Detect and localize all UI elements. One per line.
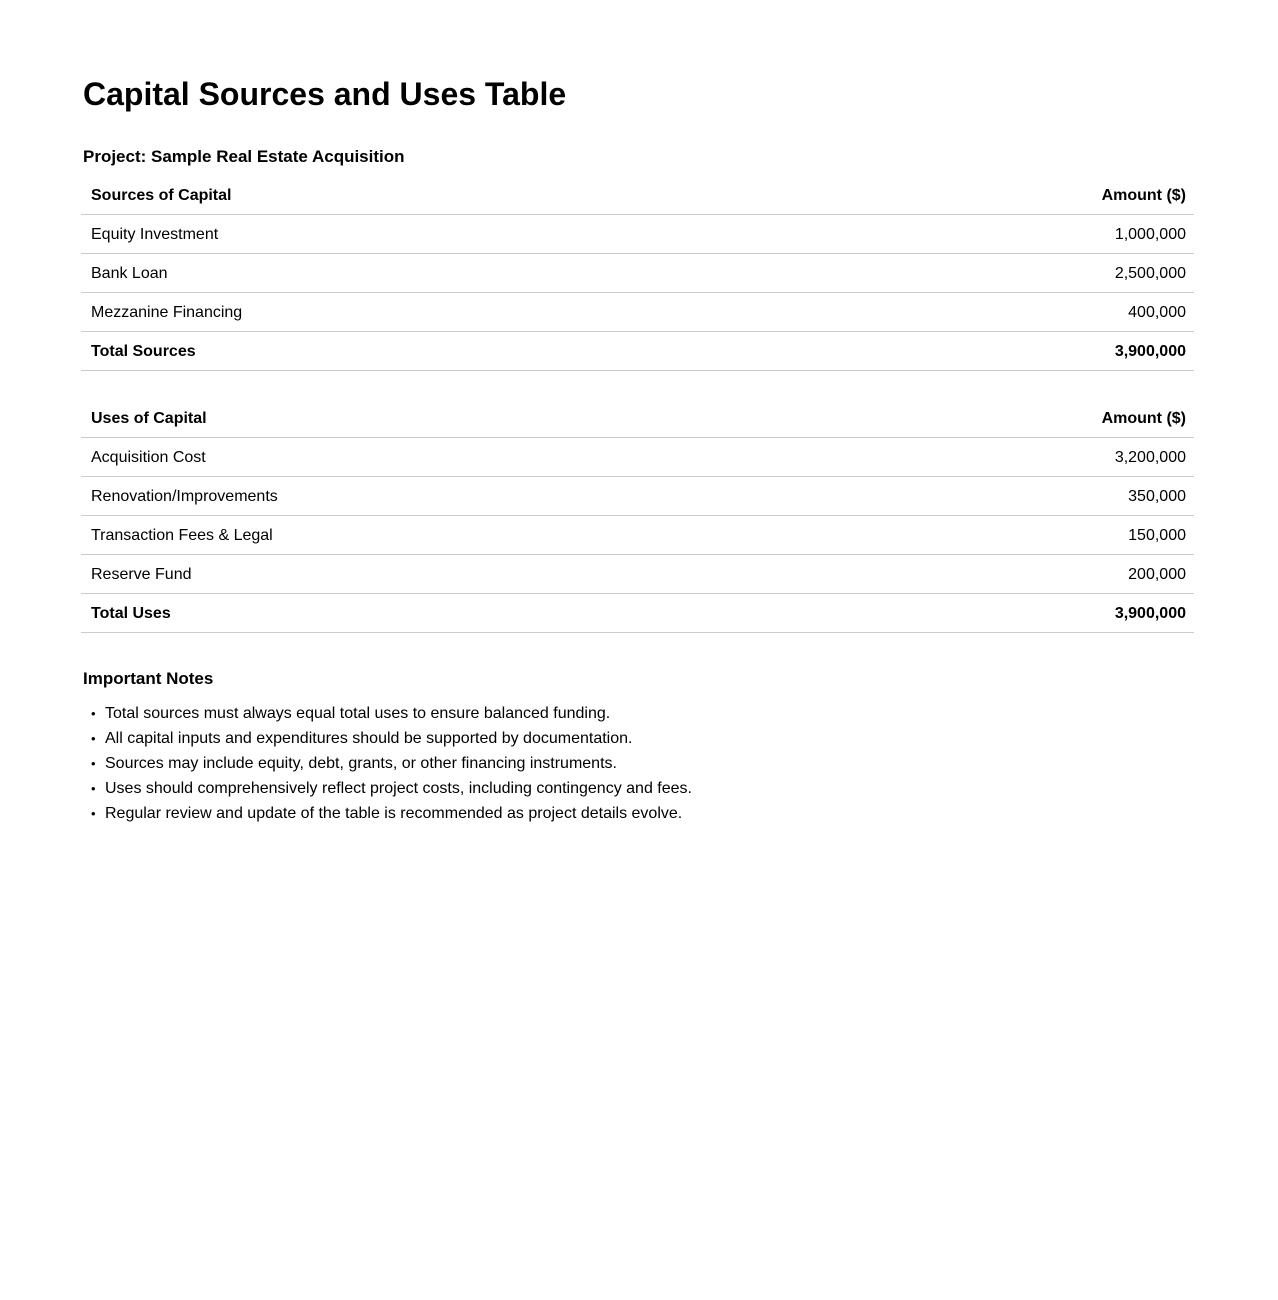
table-row (81, 477, 1194, 516)
notes-heading: Important Notes (83, 669, 214, 688)
note-text: All capital inputs and expenditures should be supported by documentation. (105, 730, 633, 747)
page-title: Capital Sources and Uses Table (83, 76, 567, 112)
use-label: Acquisition Cost (81, 438, 974, 477)
list-item (81, 801, 1194, 826)
table-row (81, 293, 1194, 332)
bullet-icon: • (91, 806, 96, 821)
uses-total-row (81, 594, 1194, 633)
table-row (81, 254, 1194, 293)
sources-table (81, 176, 1194, 371)
table-row (81, 215, 1194, 254)
source-label: Bank Loan (81, 254, 974, 293)
uses-total-amount: 3,900,000 (974, 594, 1194, 633)
bullet-icon: • (91, 706, 96, 721)
bullet-icon: • (91, 731, 96, 746)
use-amount: 150,000 (974, 516, 1194, 555)
notes-list (81, 701, 1194, 826)
bullet-icon: • (91, 781, 96, 796)
sources-header-row (81, 176, 1194, 215)
note-text: Regular review and update of the table is recommended as project details evolve. (105, 805, 683, 822)
source-label: Mezzanine Financing (81, 293, 974, 332)
uses-header-amount: Amount ($) (974, 399, 1194, 438)
use-amount: 350,000 (974, 477, 1194, 516)
uses-header-row (81, 399, 1194, 438)
use-label: Transaction Fees & Legal (81, 516, 974, 555)
uses-table (81, 399, 1194, 633)
sources-total-row (81, 332, 1194, 371)
use-label: Renovation/Improvements (81, 477, 974, 516)
source-amount: 2,500,000 (974, 254, 1194, 293)
bullet-icon: • (91, 756, 96, 771)
source-amount: 1,000,000 (974, 215, 1194, 254)
list-item (81, 726, 1194, 751)
uses-total-label: Total Uses (81, 594, 974, 633)
sources-header-label: Sources of Capital (81, 176, 974, 215)
uses-header-label: Uses of Capital (81, 399, 974, 438)
sources-total-label: Total Sources (81, 332, 974, 371)
use-label: Reserve Fund (81, 555, 974, 594)
table-row (81, 438, 1194, 477)
note-text: Sources may include equity, debt, grants, or other financing instruments. (105, 755, 617, 772)
source-amount: 400,000 (974, 293, 1194, 332)
note-text: Uses should comprehensively reflect project costs, including contingency and fees. (105, 780, 692, 797)
table-row (81, 555, 1194, 594)
table-row (81, 516, 1194, 555)
note-text: Total sources must always equal total uses to ensure balanced funding. (105, 705, 611, 722)
sources-header-amount: Amount ($) (974, 176, 1194, 215)
use-amount: 3,200,000 (974, 438, 1194, 477)
use-amount: 200,000 (974, 555, 1194, 594)
list-item (81, 701, 1194, 726)
project-subtitle: Project: Sample Real Estate Acquisition (83, 147, 405, 166)
sources-total-amount: 3,900,000 (974, 332, 1194, 371)
source-label: Equity Investment (81, 215, 974, 254)
list-item (81, 751, 1194, 776)
list-item (81, 776, 1194, 801)
